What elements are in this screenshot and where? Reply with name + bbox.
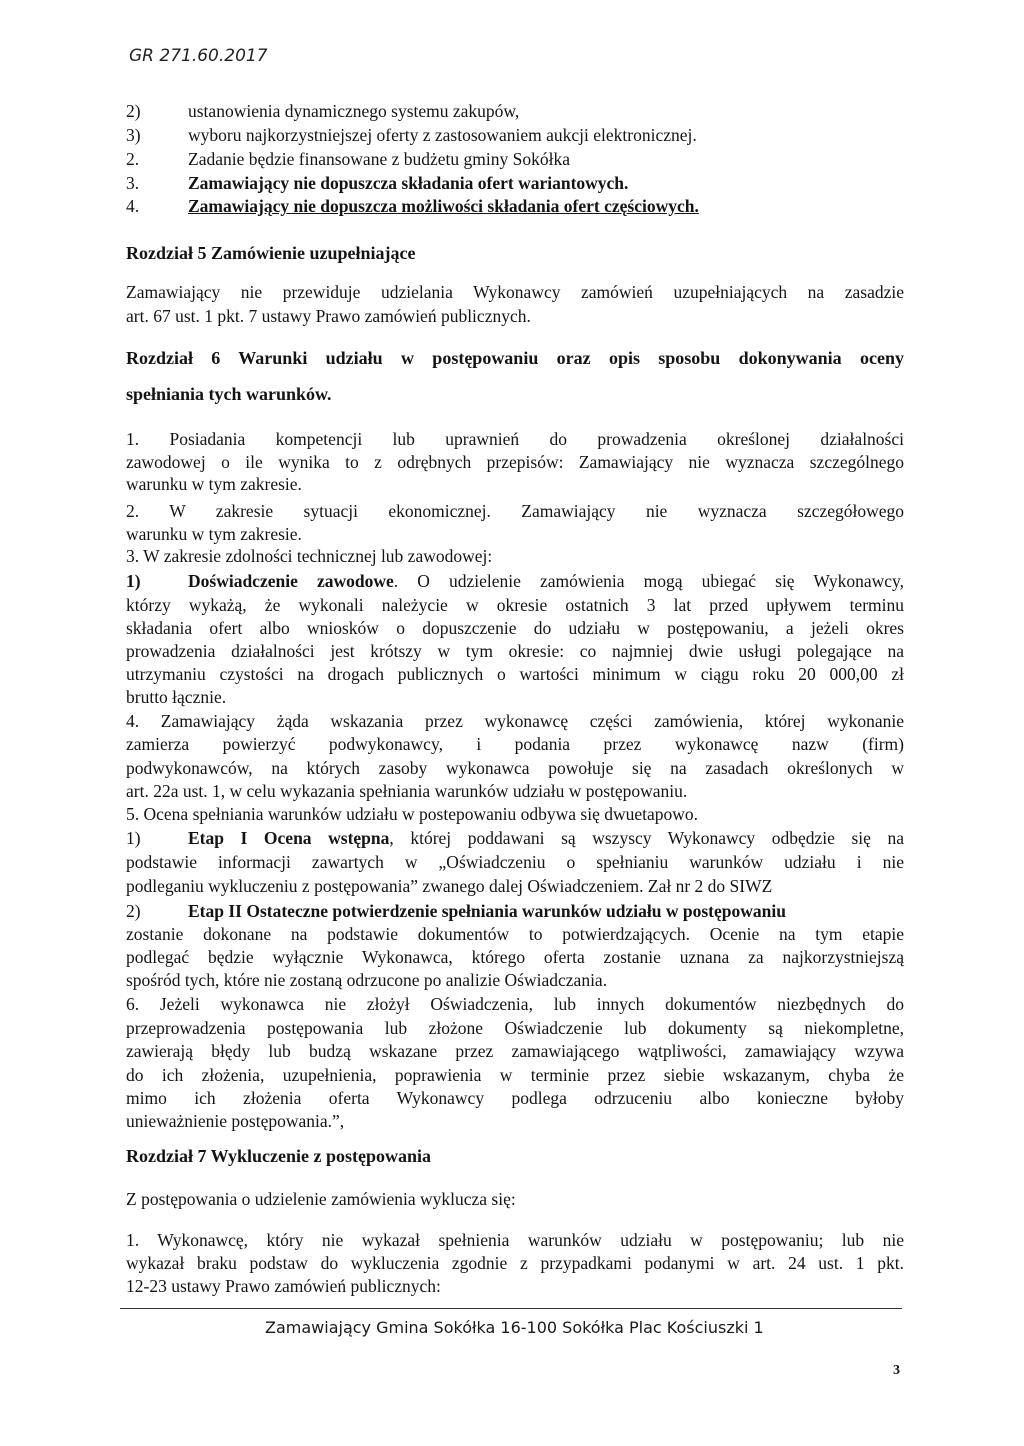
paragraph-line: wykazał braku podstaw do wykluczenia zgodnie z przypadkami podanymi w art. 24 ust. 1 pkt. bbox=[126, 1253, 904, 1273]
paragraph-line: spośród tych, które nie zostaną odrzucone po analizie Oświadczania. bbox=[126, 970, 608, 990]
paragraph-line: 12-23 ustawy Prawo zamówień publicznych: bbox=[126, 1276, 441, 1296]
section-heading-continuation: spełniania tych warunków. bbox=[126, 384, 332, 404]
paragraph-line: art. 22a ust. 1, w celu wykazania spełniania warunków udziału w postępowaniu. bbox=[126, 781, 688, 801]
paragraph-line: podwykonawców, na których zasoby wykonawca powołuje się na zasadach określonych w bbox=[126, 758, 904, 778]
paragraph-line: utrzymaniu czystości na drogach publicznych o wartości minimum w ciągu roku 20 000,00 zł bbox=[126, 664, 904, 684]
page-number: 3 bbox=[893, 1363, 900, 1378]
paragraph-line: prowadzenia działalności jest krótszy w tym okresie: co najmniej dwie usługi polegające na bbox=[126, 641, 904, 661]
paragraph-line: warunku w tym zakresie. bbox=[126, 524, 302, 544]
footer-divider bbox=[120, 1308, 902, 1309]
section-heading: Rozdział 5 Zamówienie uzupełniające bbox=[126, 243, 416, 263]
paragraph-line: 1. Wykonawcę, który nie wykazał spełnienia warunków udziału w postępowaniu; lub nie bbox=[126, 1230, 904, 1250]
paragraph-line: zawierają błędy lub budzą wskazane przez zamawiającego wątpliwości, zamawiający wzywa bbox=[126, 1041, 904, 1061]
paragraph-line: zamierza powierzyć podwykonawcy, i podania przez wykonawcę nazw (firm) bbox=[126, 734, 904, 754]
paragraph-line: warunku w tym zakresie. bbox=[126, 474, 302, 494]
paragraph-line: 2. W zakresie sytuacji ekonomicznej. Zamawiający nie wyznacza szczegółowego bbox=[126, 501, 904, 521]
paragraph-line: składania ofert albo wniosków o dopuszczenie do udziału w postępowaniu, a jeżeli okres bbox=[126, 618, 904, 638]
footer-address: Zamawiający Gmina Sokółka 16-100 Sokółka Plac Kościuszki 1 bbox=[265, 1318, 764, 1337]
paragraph-line: którzy wykażą, że wykonali należycie w okresie ostatnich 3 lat przed upływem terminu bbox=[126, 595, 904, 615]
document-page: GR 271.60.2017 2) ustanowienia dynamicznego systemu zakupów, 3) wyboru najkorzystniejszej oferty z zastosowaniem aukcji elektronicznej. 2. Zadanie będzie finansowane z budżetu gminy Sokółka 3. Zamawiający nie dopuszcza składania ofert wariantowych. 4. Zamawiający nie dopuszcza możliwości składania ofert częściowych. Rozdział 5 Zamówienie uzupełniające Zamawiający nie przewiduje udzielania Wykonawcy zamówień uzupełniających na zasadzie art. 67 ust. 1 pkt. 7 ustawy Prawo zamówień publicznych. Rozdział 6 Warunki udziału w postępowaniu oraz opis sposobu dokonywania oceny spełniania tych warunków. 1. Posiadania kompetencji lub uprawnień do prowadzenia określonej działalności zawodowej o ile wynika to z odrębnych przepisów: Zamawiający nie wyznacza szczególnego warunku w tym zakresie. 2. W zakresie sytuacji ekonomicznej. Zamawiający nie wyznacza szczegółowego warunku w tym zakresie. 3. W zakresie zdolności technicznej lub zawodowej: 1) Doświadczenie zawodowe. O udzielenie zamówienia mogą ubiegać się Wykonawcy, którzy wykażą, że wykonali należycie w okresie ostatnich 3 lat przed upływem terminu składania ofert albo wniosków o dopuszczenie do udziału w postępowaniu, a jeżeli okres prowadzenia działalności jest krótszy w tym okresie: co najmniej dwie usługi polegające na utrzymaniu czystości na drogach publicznych o wartości minimum w ciągu roku 20 000,00 zł brutto łącznie. 4. Zamawiający żąda wskazania przez wykonawcę części zamówienia, której wykonanie zamierza powierzyć podwykonawcy, i podania przez wykonawcę nazw (firm) podwykonawców, na których zasoby wykonawca powołuje się na zasadach określonych w art. 22a ust. 1, w celu wykazania spełniania warunków udziału w postępowaniu. 5. Ocena spełniania warunków udziału w postepowaniu odbywa się dwuetapowo. 1) Etap I Ocena wstępna, której poddawani są wszyscy Wykonawcy odbędzie się na podstawie informacji zawartych w „Oświadczeniu o spełnianiu warunków udziału i nie podleganiu wykluczeniu z postępowania” zwanego dalej Oświadczeniem. Zał nr 2 do SIWZ 2) Etap II Ostateczne potwierdzenie spełniania warunków udziału w postępowaniu zostanie dokonane na podstawie dokumentów to potwierdzających. Ocenie na tym etapie podlegać będzie wyłącznie Wykonawca, którego oferta zostanie uznana za najkorzystniejszą spośród tych, które nie zostaną odrzucone po analizie Oświadczania. 6. Jeżeli wykonawca nie złożył Oświadczenia, lub innych dokumentów niezbędnych do przeprowadzenia postępowania lub złożone Oświadczenie lub dokumenty są niekompletne, zawierają błędy lub budzą wskazane przez zamawiającego wątpliwości, zamawiający wzywa do ich złożenia, uzupełnienia, poprawienia w terminie przez siebie wskazanym, chyba że mimo ich złożenia oferta Wykonawcy podlega odrzuceniu albo konieczne byłoby unieważnienie postępowania.”, Rozdział 7 Wykluczenie z postępowania Z postępowania o udzielenie zamówienia wyklucza się: 1. Wykonawcę, który nie wykazał spełnienia warunków udziału w postępowaniu; lub nie wykazał braku podstaw do wykluczenia zgodnie z przypadkami podanymi w art. 24 ust. 1 pkt. 12-23 ustawy Prawo zamówień publicznych: Zamawiający Gmina Sokółka 16-100 Sokółka Plac Kościuszki 1 3 bbox=[0, 0, 1024, 1446]
paragraph-line: przeprowadzenia postępowania lub złożone Oświadczenie lub dokumenty są niekompletne, bbox=[126, 1018, 904, 1038]
paragraph-line: unieważnienie postępowania.”, bbox=[126, 1111, 345, 1131]
section-heading: Rozdział 6 Warunki udziału w postępowaniu oraz opis sposobu dokonywania oceny bbox=[126, 348, 904, 368]
paragraph-line: zostanie dokonane na podstawie dokumentów to potwierdzających. Ocenie na tym etapie bbox=[126, 924, 904, 944]
paragraph-line: Zamawiający nie przewiduje udzielania Wykonawcy zamówień uzupełniających na zasadzie bbox=[126, 282, 904, 302]
paragraph-line: mimo ich złożenia oferta Wykonawcy podlega odrzuceniu albo konieczne byłoby bbox=[126, 1088, 904, 1108]
paragraph-line: 4. Zamawiający żąda wskazania przez wykonawcę części zamówienia, której wykonanie bbox=[126, 711, 904, 731]
paragraph-line: 6. Jeżeli wykonawca nie złożył Oświadczenia, lub innych dokumentów niezbędnych do bbox=[126, 994, 904, 1014]
paragraph-line: 5. Ocena spełniania warunków udziału w postepowaniu odbywa się dwuetapowo. bbox=[126, 804, 699, 824]
paragraph-line: 1. Posiadania kompetencji lub uprawnień do prowadzenia określonej działalności bbox=[126, 429, 904, 449]
paragraph-line: art. 67 ust. 1 pkt. 7 ustawy Prawo zamówień publicznych. bbox=[126, 306, 531, 326]
paragraph-line: podlegać będzie wyłącznie Wykonawca, którego oferta zostanie uznana za najkorzystniejszą bbox=[126, 947, 904, 967]
section-heading: Rozdział 7 Wykluczenie z postępowania bbox=[126, 1146, 431, 1166]
paragraph-line: podleganiu wykluczeniu z postępowania” zwanego dalej Oświadczeniem. Zał nr 2 do SIWZ bbox=[126, 876, 773, 896]
paragraph-line: podstawie informacji zawartych w „Oświadczeniu o spełnianiu warunków udziału i nie bbox=[126, 852, 904, 872]
paragraph-line: 3. W zakresie zdolności technicznej lub zawodowej: bbox=[126, 546, 493, 566]
document-reference: GR 271.60.2017 bbox=[129, 46, 268, 66]
paragraph-line: brutto łącznie. bbox=[126, 687, 227, 707]
paragraph-line: Z postępowania o udzielenie zamówienia wyklucza się: bbox=[126, 1189, 516, 1209]
paragraph-line: do ich złożenia, uzupełnienia, poprawienia w terminie przez siebie wskazanym, chyba że bbox=[126, 1065, 904, 1085]
paragraph-line: zawodowej o ile wynika to z odrębnych przepisów: Zamawiający nie wyznacza szczególnego bbox=[126, 452, 904, 472]
